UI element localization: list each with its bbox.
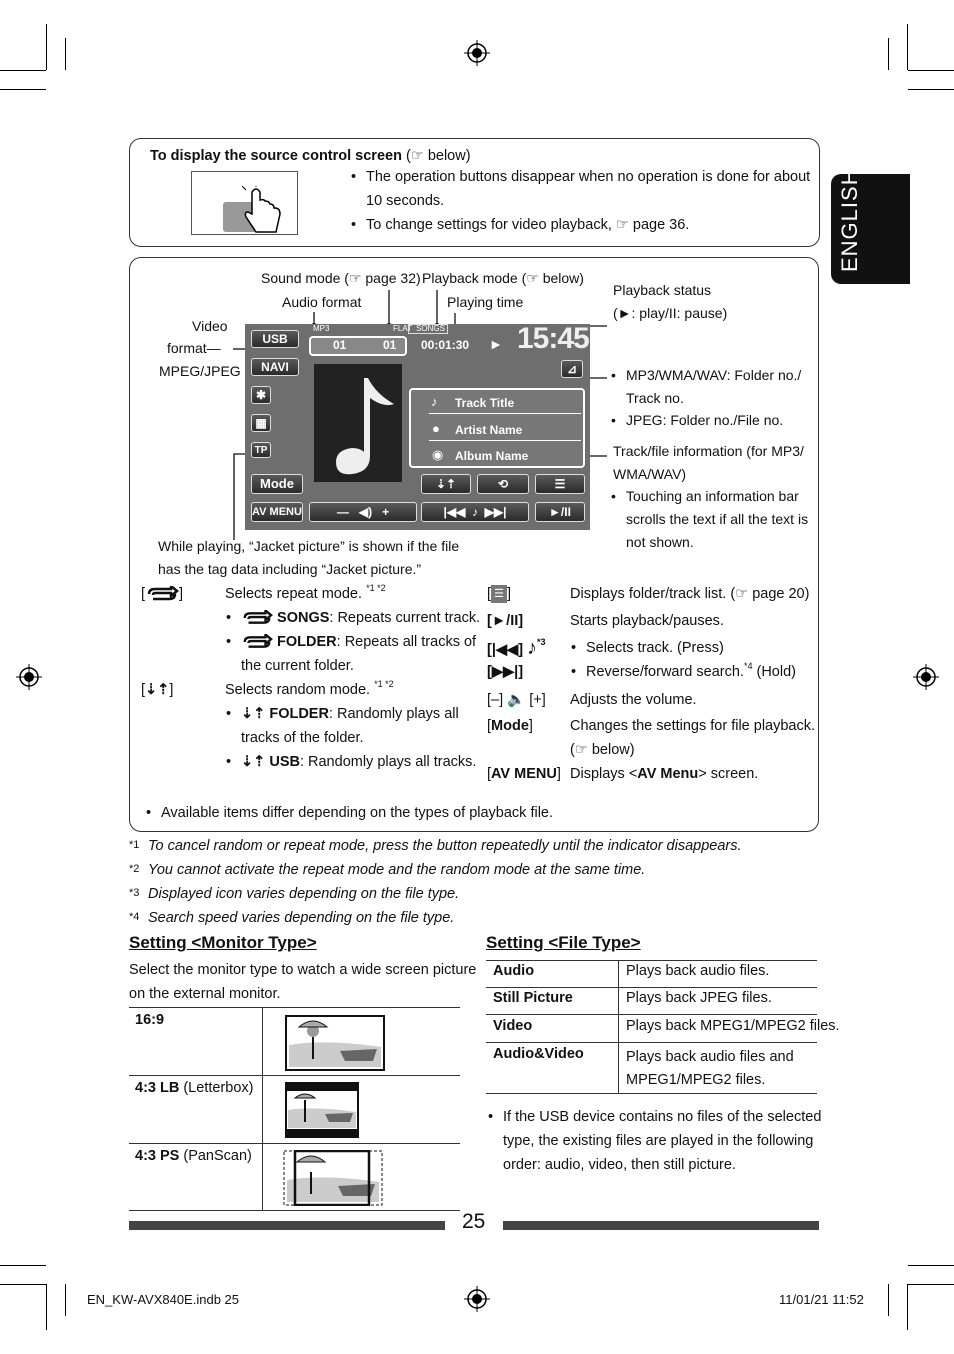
random-icon: ⇣⇡ (145, 682, 170, 698)
page-bar-left (129, 1221, 445, 1230)
random-icon: ⇣⇡ (241, 706, 266, 722)
footnote-4: Search speed varies depending on the file type. (148, 910, 455, 926)
callout-audio-format: Audio format (282, 294, 362, 310)
callout-video-format: Video (192, 318, 228, 334)
mode-button[interactable]: Mode (251, 474, 303, 494)
audio-format-indicator: MP3 (313, 324, 330, 333)
playpause-desc: Starts playback/pauses. (570, 613, 724, 629)
random-folder-desc-2: tracks of the folder. (241, 730, 364, 746)
volume-key: [–] 🔈 [+] (487, 692, 546, 708)
box-note: • Available items differ depending on the types of playback file. (161, 802, 553, 825)
footnote-1: To cancel random or repeat mode, press the button repeatedly until the indicator disappears. (148, 838, 742, 854)
file-type-note-3: order: audio, video, then still picture. (503, 1157, 736, 1173)
repeat-desc: Selects repeat mode. (225, 586, 363, 602)
mode-desc-2: (☞ below) (570, 742, 635, 758)
playback-mode-indicator: SONGS (408, 324, 448, 334)
repeat-songs-desc: : Repeats current track. (329, 610, 481, 626)
artist-icon: ● (432, 421, 440, 436)
monitor-letterbox-illustration (285, 1082, 359, 1138)
repeat-icon (241, 634, 273, 650)
table-row: Still Picture Plays back JPEG files. (486, 988, 817, 1015)
random-button[interactable]: ⇣⇡ (421, 474, 471, 494)
callout-jacket: While playing, “Jacket picture” is shown if the file (158, 538, 460, 554)
callout-track-info-3: • Touching an information bar (626, 485, 799, 507)
page-bar-right (503, 1221, 819, 1230)
screen-adjust-icon[interactable]: ⊿ (561, 360, 583, 378)
file-type-heading: Setting <File Type> (486, 933, 641, 952)
clock: 15:45 (517, 324, 589, 355)
tp-button[interactable]: TP (251, 442, 271, 458)
callout-playback-status-detail: (►: play/II: pause) (613, 305, 728, 321)
equalizer-icon[interactable]: ▦ (251, 414, 271, 432)
file-type-note-2: type, the existing files are played in the following (503, 1133, 814, 1149)
monitor-type-heading: Setting <Monitor Type> (129, 933, 317, 952)
monitor-desc-2: on the external monitor. (129, 986, 281, 1002)
repeat-folder-desc-2: the current folder. (241, 658, 354, 674)
repeat-button[interactable]: ⟲ (477, 474, 529, 494)
track-title-bar[interactable]: Track Title (429, 392, 581, 414)
display-box-bullet-1-cont: 10 seconds. (366, 193, 445, 209)
list-button[interactable]: ☰ (535, 474, 585, 494)
note-icon: ♪ (527, 637, 538, 659)
prev-key: [|◀◀] ♪$^{*3}$ (487, 637, 546, 659)
table-row: Video Plays back MPEG1/MPEG2 files. (486, 1015, 817, 1043)
callout-track-info-2: WMA/WAV) (613, 466, 687, 482)
bluetooth-icon[interactable]: ✱ (251, 386, 271, 404)
display-box-bullet-1: • The operation buttons disappear when no operation is done for about (366, 166, 810, 189)
callout-folder-no-3: • JPEG: Folder no./File no. (626, 409, 783, 431)
navi-button[interactable]: NAVI (251, 358, 299, 376)
random-desc: Selects random mode. (225, 682, 371, 698)
artist-name-bar[interactable]: Artist Name (429, 419, 581, 441)
avmenu-key: AV MENU (491, 766, 557, 782)
callout-playing-time: Playing time (447, 294, 524, 310)
playpause-key: [►/II] (487, 613, 524, 629)
play-status-icon: ► (489, 336, 503, 352)
display-box-ref: (☞ below) (405, 148, 471, 164)
track-note-icon: ♪ (431, 394, 438, 409)
search-desc: Reverse/forward search. (586, 664, 744, 680)
page-number: 25 (462, 1210, 486, 1233)
select-track-desc: • Selects track. (Press) (586, 637, 724, 660)
random-folder-desc: : Randomly plays all (328, 706, 459, 722)
callout-playback-status: Playback status (613, 282, 712, 298)
monitor-panscan-illustration (283, 1150, 383, 1206)
callout-video-format-2: format— (167, 340, 221, 356)
monitor-row-panscan: 4:3 PS (PanScan) (129, 1143, 460, 1211)
volume-control[interactable]: — ◀) + (309, 502, 417, 522)
list-icon: ☰ (491, 585, 507, 603)
table-row: Audio Plays back audio files. (486, 961, 817, 988)
footnote-mark: *2 (129, 863, 140, 875)
jacket-picture (314, 364, 402, 482)
display-box-title: To display the source control screen (150, 148, 402, 164)
track-skip-controls[interactable]: |◀◀ ♪ ▶▶| (421, 502, 529, 522)
list-desc: Displays folder/track list. (☞ page 20) (570, 586, 810, 602)
speaker-icon: 🔈 (507, 692, 526, 708)
repeat-folder-desc: : Repeats all tracks of (336, 634, 477, 650)
footnote-mark: *1 (129, 839, 140, 851)
random-usb-label: USB (269, 754, 300, 770)
album-icon: ◉ (432, 447, 444, 462)
callout-folder-no-2: Track no. (626, 390, 684, 406)
random-icon: ⇣⇡ (241, 754, 266, 770)
music-note-icon (314, 364, 402, 482)
mode-key: Mode (491, 718, 529, 734)
table-row: Audio&Video Plays back audio files and MPEG1/MPEG2 files. (486, 1043, 817, 1094)
repeat-songs-label: SONGS (277, 610, 330, 626)
file-type-note: • If the USB device contains no files of the selected (503, 1106, 821, 1129)
sound-mode-indicator: FLAT (393, 324, 412, 333)
playing-time: 00:01:30 (421, 338, 470, 352)
footnote-3: Displayed icon varies depending on the file type. (148, 886, 460, 902)
random-usb-desc: : Randomly plays all tracks. (299, 754, 477, 770)
callout-jacket-2: has the tag data including “Jacket picture.” (158, 561, 422, 577)
registration-mark-icon (464, 1286, 490, 1312)
album-name-bar[interactable]: Album Name (455, 449, 529, 463)
random-folder-label: FOLDER (269, 706, 329, 722)
list-key: [ ☰ ] (487, 586, 512, 602)
footnote-mark: *4 (129, 911, 140, 923)
source-control-screen (245, 324, 590, 530)
footer-timestamp: 11/01/21 11:52 (779, 1292, 864, 1307)
callout-video-format-3: MPEG/JPEG (159, 363, 241, 379)
folder-number: 01 (333, 338, 347, 352)
callout-sound-mode: Sound mode (☞ page 32) (261, 270, 421, 286)
play-pause-button[interactable]: ►/II (535, 502, 585, 522)
monitor-16-9-illustration (285, 1015, 385, 1071)
repeat-key: [ ] (141, 586, 184, 602)
monitor-desc: Select the monitor type to watch a wide screen picture (129, 962, 477, 978)
usb-source-button[interactable]: USB (251, 330, 299, 348)
next-key: [▶▶|] (487, 664, 524, 680)
callout-track-info: Track/file information (for MP3/ (613, 443, 804, 459)
random-key: [⇣⇡] (141, 682, 174, 698)
file-type-table (486, 960, 840, 1094)
volume-desc: Adjusts the volume. (570, 692, 697, 708)
callout-folder-no: • MP3/WMA/WAV: Folder no./ (626, 364, 801, 386)
monitor-row-letterbox: 4:3 LB (Letterbox) (129, 1075, 460, 1143)
footnote-2: You cannot activate the repeat mode and the random mode at the same time. (148, 862, 646, 878)
language-tab-label: ENGLISH (837, 168, 862, 272)
repeat-folder-label: FOLDER (277, 634, 337, 650)
callout-track-info-5: not shown. (626, 534, 694, 550)
av-menu-button[interactable]: AV MENU (251, 502, 303, 522)
callout-track-info-4: scrolls the text if all the text is (626, 511, 809, 527)
display-box-bullet-2: • To change settings for video playback, ☞ page 36. (366, 214, 689, 237)
repeat-icon (241, 610, 273, 626)
footer-file-name: EN_KW-AVX840E.indb 25 (87, 1292, 239, 1307)
mode-desc: Changes the settings for file playback. (570, 718, 816, 734)
footnote-mark: *3 (129, 887, 140, 899)
track-number: 01 (383, 338, 397, 352)
monitor-row-16-9: 16:9 (129, 1007, 460, 1075)
repeat-icon (145, 586, 179, 602)
callout-playback-mode: Playback mode (☞ below) (422, 270, 584, 286)
avmenu-desc: Displays <AV Menu> screen. (570, 766, 759, 782)
